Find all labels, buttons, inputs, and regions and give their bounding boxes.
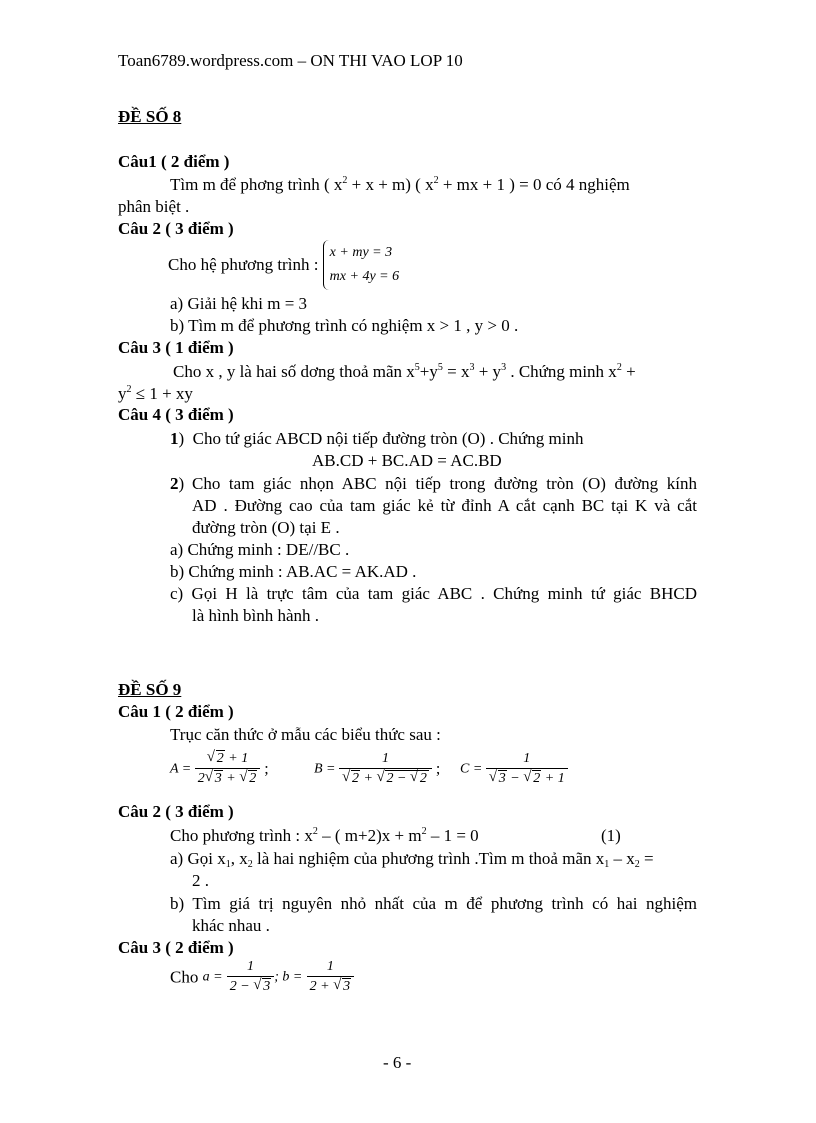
de8-c4-item2-line3: đường tròn (O) tại E . xyxy=(192,518,340,537)
de9-c2-equation: Cho phương trình : $x^2$ – ( $m+2)x + m^2 - 1 = 0$ xyxy=(170,826,479,845)
de9-c2-eqnum: (1) xyxy=(601,826,621,845)
de9-c1-text: Trục căn thức ở mẫu các biểu thức sau : xyxy=(170,725,441,744)
de8-c4-item2-num: 2) xyxy=(170,474,185,493)
de8-c1-heading: Câu1 ( 2 điểm ) xyxy=(118,152,230,171)
de9-c3-text: Cho a = $\frac{1}{2 - √ 3}$ ; b = $\frac{1}{2 + √ 3}$ xyxy=(170,958,354,997)
de8-c3-text2: $y^2 \le 1$ + xy xyxy=(118,384,193,403)
de8-c4-item1-formula: AB.CD + BC.AD = AC.BD xyxy=(312,451,502,470)
page-header: Toan6789.wordpress.com – ON THI VAO LOP 10 xyxy=(118,51,463,70)
equation-system xyxy=(323,240,405,290)
de8-c4-b: b) Chứng minh : AB.AC = AK.AD . xyxy=(170,562,417,581)
de8-c2-a: a) Giải hệ khi m = 3 xyxy=(170,294,308,313)
de8-c4-item2-line1: Cho tam giác nhọn ABC nội tiếp trong đường tròn (O) đường kính xyxy=(192,474,697,493)
de8-title: ĐỀ SỐ 8 xyxy=(118,107,182,126)
fraction-A: A = √ $\frac{2 + 1}{2√ 3 + √ 2}$ ; xyxy=(170,750,269,789)
de8-c3-heading: Câu 3 ( 1 điểm ) xyxy=(118,338,234,357)
de9-c2-a2: 2 . xyxy=(192,871,209,890)
de9-title: ĐỀ SỐ 9 xyxy=(118,680,182,699)
de8-c4-item1: 1) Cho tứ giác ABCD nội tiếp đường tròn (O) . Chứng minh xyxy=(170,429,584,448)
de8-c3-text: Cho x , y là hai số dơng thoả mãn $x^5+y^5 = x^3 + y^3$ . Chứng minh $x^2$ + xyxy=(173,362,636,381)
de9-c2-b2: khác nhau . xyxy=(192,916,270,935)
de9-c3-heading: Câu 3 ( 2 điểm ) xyxy=(118,938,234,957)
de8-c2-b: b) Tìm m để phương trình có nghiệm x > 1 , y > 0 . xyxy=(170,316,519,335)
de8-c1-text: Tìm m để phơng trình ( $x^2 + x + m$) ( $x^2$ + mx + 1 ) = 0 có 4 nghiệm xyxy=(170,175,630,194)
fraction-C: C = 1 √ 3 − √ 2 + 1 xyxy=(460,750,568,789)
de8-c4-a: a) Chứng minh : DE//BC . xyxy=(170,540,350,559)
de8-c4-c2: là hình bình hành . xyxy=(192,606,320,625)
de9-c2-b: b) Tìm giá trị nguyên nhỏ nhất của m để phương trình có hai nghiệm xyxy=(170,894,697,913)
page-number: - 6 - xyxy=(383,1053,412,1072)
de8-c4-c: c) Gọi H là trực tâm của tam giác ABC . Chứng minh tứ giác BHCD xyxy=(170,584,697,603)
de8-c2-system xyxy=(168,240,405,290)
de8-c2-heading: Câu 2 ( 3 điểm ) xyxy=(118,219,234,238)
de9-c1-heading: Câu 1 ( 2 điểm ) xyxy=(118,702,234,721)
de8-c4-heading: Câu 4 ( 3 điểm ) xyxy=(118,405,234,424)
system-eq-1: x + my = 3 xyxy=(329,245,393,260)
de8-c2-intro: Cho hệ phương trình : xyxy=(168,255,319,274)
de9-c2-a: a) Gọi $x_1$, $x_2$ là hai nghiệm của phương trình .Tìm m thoả mãn $x_1 - x_2$ = xyxy=(170,849,654,870)
de8-c1-text2: phân biệt . xyxy=(118,197,190,216)
de8-c4-item2-line2: AD . Đường cao của tam giác kẻ từ đỉnh A cắt cạnh BC tại K và cắt xyxy=(192,496,697,515)
fraction-B: B = 1 √ 2 + √ 2 − √ 2 ; xyxy=(314,750,440,789)
de9-c2-heading: Câu 2 ( 3 điểm ) xyxy=(118,802,234,821)
system-eq-2: mx + 4y = 6 xyxy=(329,269,400,284)
